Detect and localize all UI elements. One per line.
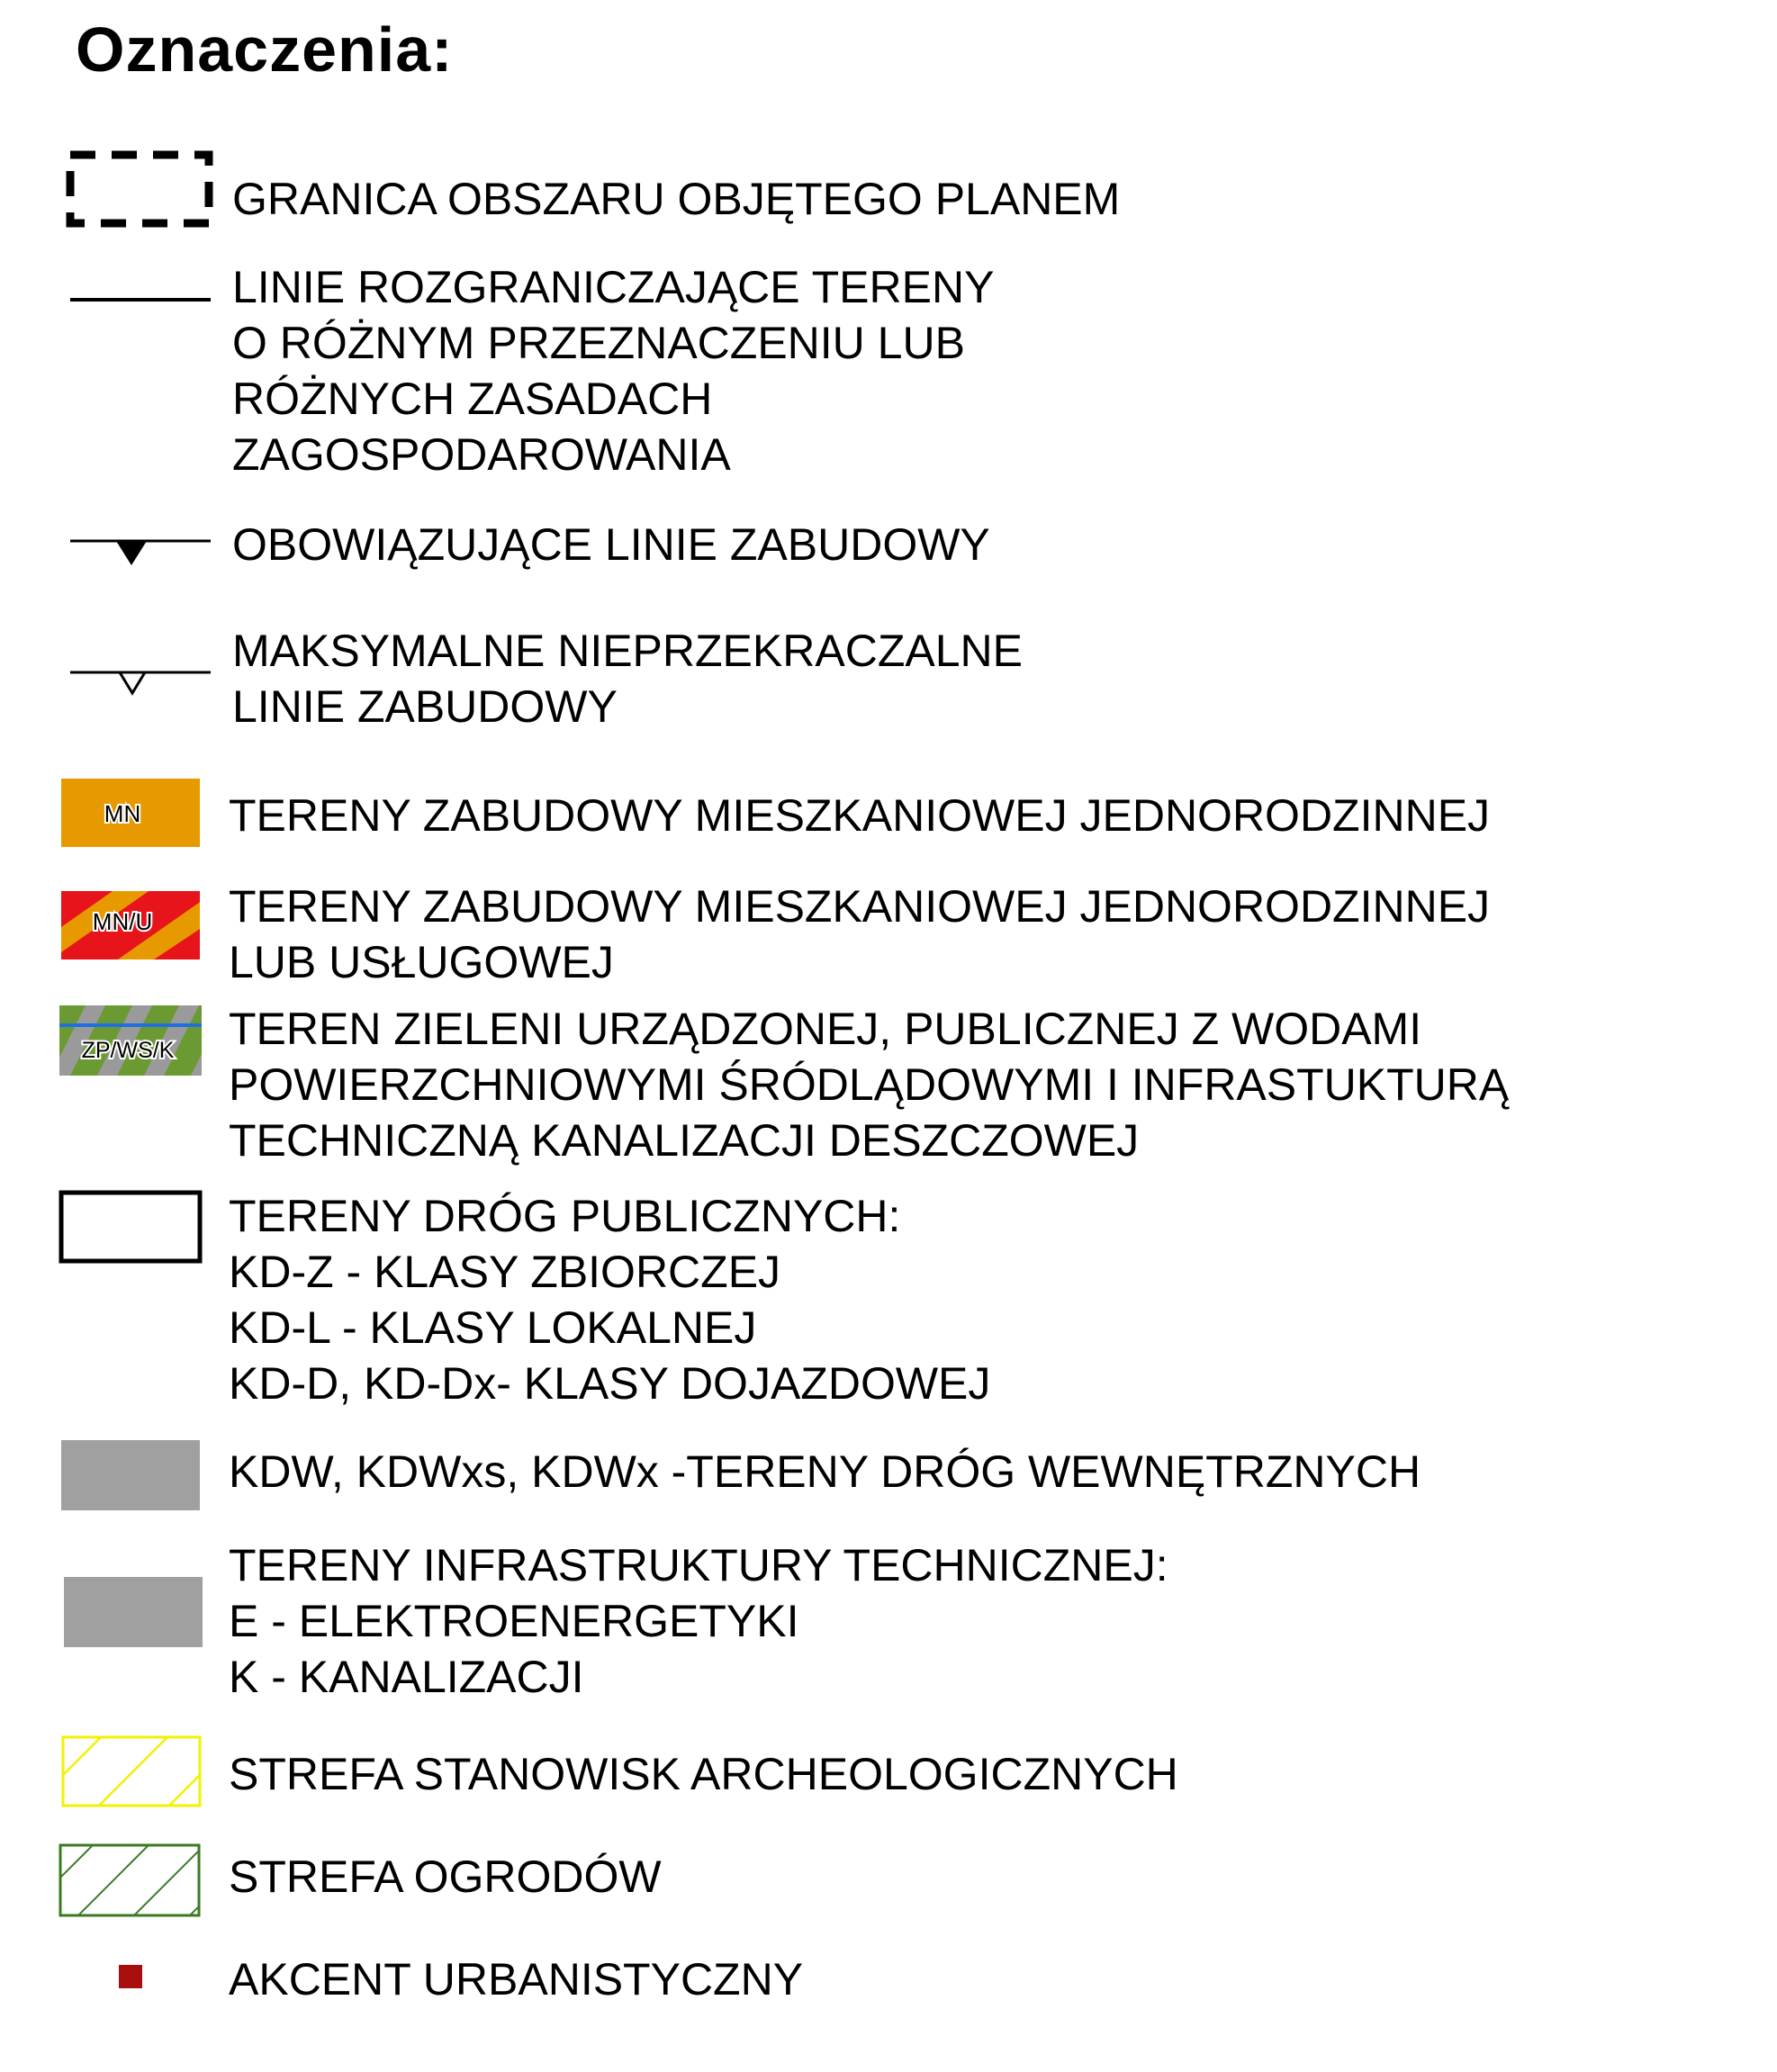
zp-ws-k-symbol xyxy=(59,1005,202,1076)
infra-label: TERENY INFRASTRUKTURY TECHNICZNEJ: E - ELEKTROENERGETYKI K - KANALIZACJI xyxy=(229,1540,1168,1702)
accent-symbol xyxy=(119,1965,142,1988)
kd-label: TERENY DRÓG PUBLICZNYCH: KD-Z - KLASY ZBIORCZEJ KD-L - KLASY LOKALNEJ KD-D, KD-Dx- KLASY DOJAZDOWEJ xyxy=(229,1191,991,1409)
kd-symbol xyxy=(59,1190,203,1264)
dividing-line-symbol xyxy=(68,286,212,313)
mn-label: TERENY ZABUDOWY MIESZKANIOWEJ JEDNORODZINNEJ xyxy=(229,790,1491,841)
max-building-lines-label: MAKSYMALNE NIEPRZEKRACZALNE LINIE ZABUDOWY xyxy=(232,626,1023,732)
kdw-label: KDW, KDWxs, KDWx -TERENY DRÓG WEWNĘTRZNYCH xyxy=(229,1446,1421,1497)
mandatory-building-line-symbol xyxy=(68,526,212,571)
mn-code: MN xyxy=(104,800,141,827)
mn-u-code: MN/U xyxy=(92,908,153,935)
gardens-label: STREFA OGRODÓW xyxy=(229,1851,662,1902)
infra-symbol xyxy=(64,1577,203,1647)
archeo-label: STREFA STANOWISK ARCHEOLOGICZNYCH xyxy=(229,1749,1178,1799)
zp-ws-k-code: ZP/WS/K xyxy=(81,1038,175,1063)
archeo-symbol xyxy=(61,1735,202,1807)
zp-ws-k-label: TEREN ZIELENI URZĄDZONEJ, PUBLICZNEJ Z WODAMI POWIERZCHNIOWYMI ŚRÓDLĄDOWYMI I INFRASTUKTURĄ TECHNICZNĄ KANALIZACJI DESZCZOWEJ xyxy=(229,1004,1510,1166)
plan-boundary-symbol xyxy=(65,149,218,230)
dividing-lines-label: LINIE ROZGRANICZAJĄCE TERENY O RÓŻNYM PRZEZNACZENIU LUB RÓŻNYCH ZASADACH ZAGOSPODAROWANIA xyxy=(232,262,995,480)
legend-title: Oznaczenia: xyxy=(76,14,454,85)
mandatory-building-lines-label: OBOWIĄZUJĄCE LINIE ZABUDOWY xyxy=(232,519,990,570)
mn-u-symbol xyxy=(61,891,200,959)
mn-symbol xyxy=(61,779,200,847)
accent-label: AKCENT URBANISTYCZNY xyxy=(229,1954,804,2004)
plan-boundary-label: GRANICA OBSZARU OBJĘTEGO PLANEM xyxy=(232,174,1121,224)
gardens-symbol xyxy=(59,1843,201,1917)
mn-u-label: TERENY ZABUDOWY MIESZKANIOWEJ JEDNORODZINNEJ LUB USŁUGOWEJ xyxy=(229,881,1491,987)
kdw-symbol xyxy=(61,1440,200,1510)
max-building-line-symbol xyxy=(68,657,212,702)
